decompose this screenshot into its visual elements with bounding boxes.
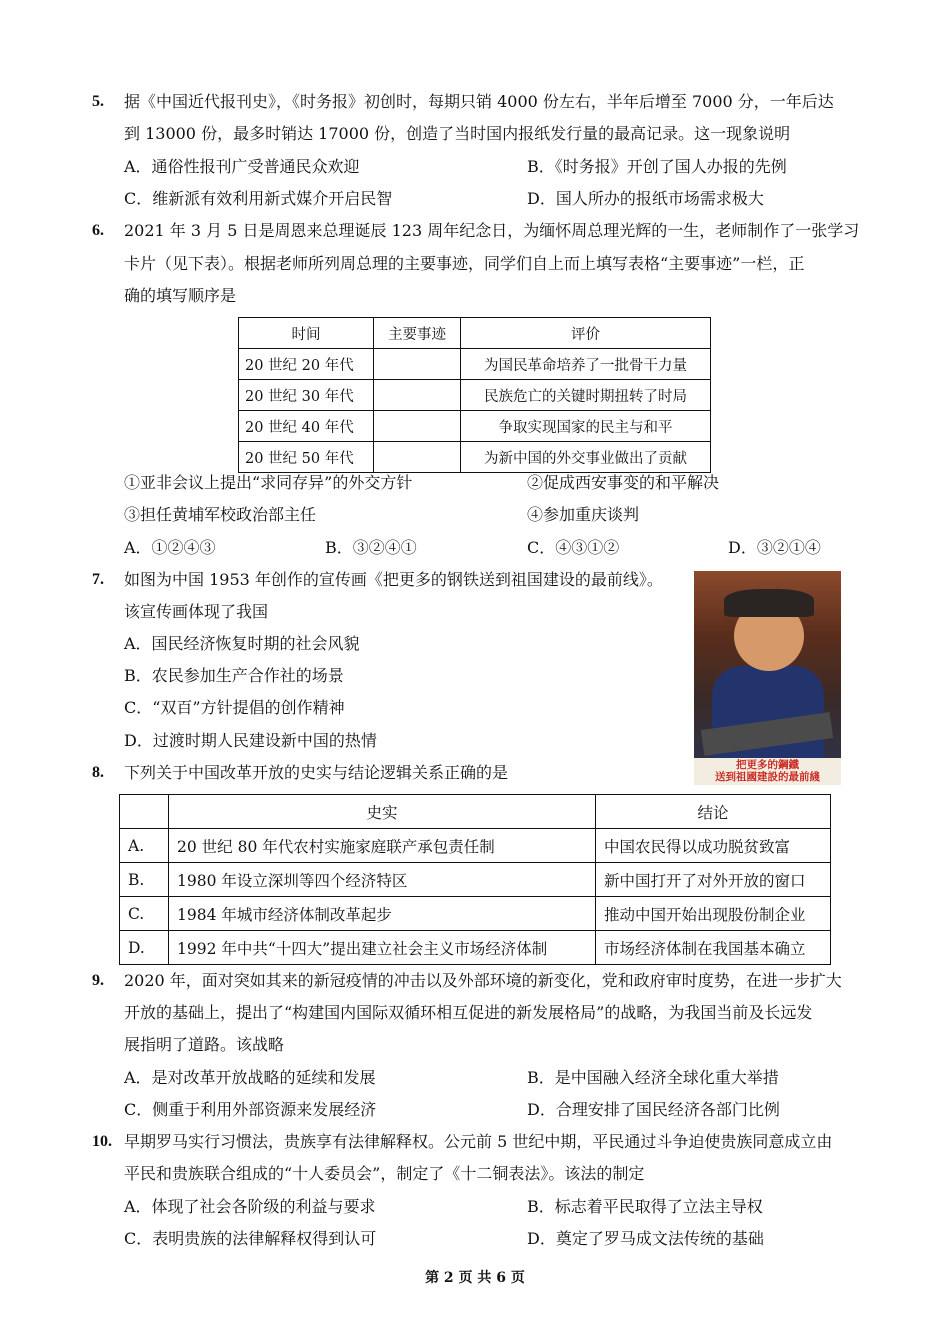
- table-header: 主要事迹: [374, 318, 461, 349]
- table-header: 评价: [461, 318, 711, 349]
- table-cell-blank: [374, 349, 461, 380]
- option-b: B．《时务报》开创了国人办报的先例: [527, 157, 787, 176]
- table-cell: 20 世纪 50 年代: [239, 442, 374, 473]
- question-number: 8.: [92, 764, 104, 781]
- table-cell: 20 世纪 40 年代: [239, 411, 374, 442]
- table-cell: 1992 年中共“十四大”提出建立社会主义市场经济体制: [169, 931, 596, 965]
- option-d: D．③②①④: [728, 538, 821, 557]
- table-cell: 为国民革命培养了一批骨干力量: [461, 349, 711, 380]
- table-row: [120, 829, 831, 863]
- table-cell: 1984 年城市经济体制改革起步: [169, 897, 596, 931]
- table-cell: A.: [120, 829, 169, 863]
- event-item: ②促成西安事变的和平解决: [527, 473, 720, 492]
- question-text: 卡片（见下表）。根据老师所列周总理的主要事迹，同学们自上而上填写表格“主要事迹”一栏，正: [124, 254, 805, 273]
- option-a: A．通俗性报刊广受普通民众欢迎: [124, 157, 360, 176]
- table-row: [239, 442, 711, 473]
- table-cell: 1980 年设立深圳等四个经济特区: [169, 863, 596, 897]
- table-row: [239, 380, 711, 411]
- question-text: 确的填写顺序是: [124, 286, 237, 305]
- table-row: [239, 349, 711, 380]
- option-b: B．③②④①: [325, 538, 417, 557]
- poster-worker-hat: [724, 589, 814, 617]
- table-row: [120, 897, 831, 931]
- table-cell: C.: [120, 897, 169, 931]
- table-cell: 新中国打开了对外开放的窗口: [596, 863, 831, 897]
- study-card-table: [238, 317, 711, 473]
- table-row: [239, 411, 711, 442]
- event-item: ④参加重庆谈判: [527, 505, 640, 524]
- option-d: D．奠定了罗马成文法传统的基础: [527, 1229, 764, 1248]
- table-cell-blank: [374, 380, 461, 411]
- table-row: [120, 863, 831, 897]
- table-header: 史实: [169, 795, 596, 829]
- question-number: 7.: [92, 571, 104, 588]
- option-b: B．标志着平民取得了立法主导权: [527, 1197, 763, 1216]
- event-item: ①亚非会议上提出“求同存异”的外交方针: [124, 473, 413, 492]
- question-text: 平民和贵族联合组成的“十人委员会”，制定了《十二铜表法》。该法的制定: [124, 1164, 645, 1183]
- option-d: D．过渡时期人民建设新中国的热情: [124, 731, 377, 750]
- question-text: 到 13000 份，最多时销达 17000 份，创造了当时国内报纸发行量的最高记录。这一现象说明: [124, 124, 791, 143]
- question-number: 10.: [92, 1133, 112, 1150]
- event-item: ③担任黄埔军校政治部主任: [124, 505, 317, 524]
- page-footer: 第 2 页 共 6 页: [425, 1270, 525, 1286]
- table-cell-blank: [374, 411, 461, 442]
- option-a: A．国民经济恢复时期的社会风貌: [124, 634, 360, 653]
- table-cell: 为新中国的外交事业做出了贡献: [461, 442, 711, 473]
- table-cell: 20 世纪 30 年代: [239, 380, 374, 411]
- table-row: [120, 931, 831, 965]
- question-number: 9.: [92, 972, 104, 989]
- table-cell: 民族危亡的关键时期扭转了时局: [461, 380, 711, 411]
- option-a: A．①②④③: [124, 538, 216, 557]
- question-number: 6.: [92, 222, 104, 239]
- table-cell: 20 世纪 20 年代: [239, 349, 374, 380]
- question-number: 5.: [92, 93, 104, 110]
- table-cell: 中国农民得以成功脱贫致富: [596, 829, 831, 863]
- option-c: C．表明贵族的法律解释权得到认可: [124, 1229, 377, 1248]
- reform-table: [119, 794, 831, 965]
- option-a: A．体现了社会各阶级的利益与要求: [124, 1197, 376, 1216]
- table-cell: 争取实现国家的民主与和平: [461, 411, 711, 442]
- table-header: 结论: [596, 795, 831, 829]
- question-text: 早期罗马实行习惯法，贵族享有法律解释权。公元前 5 世纪中期，平民通过斗争迫使贵族同意成立由: [124, 1132, 833, 1151]
- table-cell: B.: [120, 863, 169, 897]
- question-text: 该宣传画体现了我国: [124, 602, 269, 621]
- option-d: D．国人所办的报纸市场需求极大: [527, 189, 764, 208]
- option-c: C．“双百”方针提倡的创作精神: [124, 698, 345, 717]
- option-d: D．合理安排了国民经济各部门比例: [527, 1100, 780, 1119]
- table-cell: 推动中国开始出现股份制企业: [596, 897, 831, 931]
- poster-caption: 送到祖國建設的最前綫: [715, 771, 820, 783]
- question-text: 2021 年 3 月 5 日是周恩来总理诞辰 123 周年纪念日，为缅怀周总理光辉的一生，老师制作了一张学习: [124, 221, 860, 240]
- option-b: B．是中国融入经济全球化重大举措: [527, 1068, 779, 1087]
- option-c: C．维新派有效利用新式媒介开启民智: [124, 189, 393, 208]
- option-b: B．农民参加生产合作社的场景: [124, 666, 344, 685]
- question-text: 开放的基础上，提出了“构建国内国际双循环相互促进的新发展格局”的战略，为我国当前及长远发: [124, 1003, 813, 1022]
- table-header: [120, 795, 169, 829]
- question-text: 2020 年，面对突如其来的新冠疫情的冲击以及外部环境的新变化，党和政府审时度势，在进一步扩大: [124, 971, 842, 990]
- propaganda-poster-image: [694, 571, 841, 785]
- table-cell: 市场经济体制在我国基本确立: [596, 931, 831, 965]
- question-text: 展指明了道路。该战略: [124, 1035, 285, 1054]
- option-c: C．④③①②: [527, 538, 620, 557]
- option-a: A．是对改革开放战略的延续和发展: [124, 1068, 376, 1087]
- poster-caption: 把更多的鋼鐵: [736, 759, 799, 771]
- table-header: 时间: [239, 318, 374, 349]
- table-cell: D.: [120, 931, 169, 965]
- option-c: C．侧重于利用外部资源来发展经济: [124, 1100, 377, 1119]
- table-cell: 20 世纪 80 年代农村实施家庭联产承包责任制: [169, 829, 596, 863]
- question-text: 下列关于中国改革开放的史实与结论逻辑关系正确的是: [124, 763, 509, 782]
- question-text: 据《中国近代报刊史》，《时务报》初创时，每期只销 4000 份左右，半年后增至 7000 分，一年后达: [124, 92, 834, 111]
- question-text: 如图为中国 1953 年创作的宣传画《把更多的钢铁送到祖国建设的最前线》。: [124, 570, 663, 589]
- table-cell-blank: [374, 442, 461, 473]
